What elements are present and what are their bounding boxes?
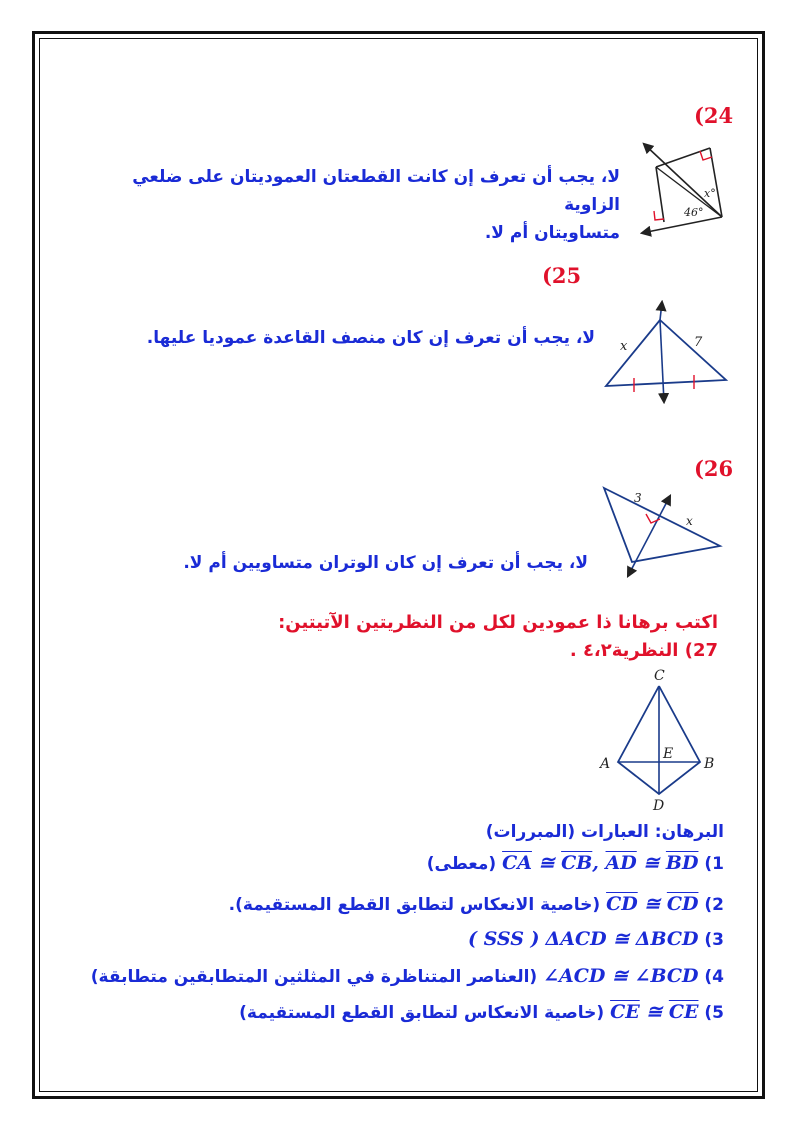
proof-step-1-statement: $\overline{CA}$ ≅ $\overline{CB}$, $\overline{AD}$ ≅ $\overline{BD}$ (502, 852, 699, 874)
proof-step-4-statement: ∠ACD ≅ ∠BCD (543, 965, 699, 987)
q25-x-label: x (620, 339, 628, 354)
q26-3-label: 3 (634, 491, 642, 505)
figure-q24 (634, 140, 734, 240)
proof-step-5-reason: (خاصية الانعكاس لتطابق القطع المستقيمة) (239, 1003, 605, 1023)
answer-24-line1: لا، يجب أن تعرف إن كانت القطعتان العموديتان على ضلعي الزاوية (132, 167, 620, 215)
proof-step-3-statement: ΔACD ≅ ΔBCD (545, 928, 699, 950)
segment-ad: $\overline{AD}$ (605, 852, 637, 874)
answer-26: لا، يجب أن تعرف إن كان الوتران متساويين أم لا. (183, 553, 588, 573)
figure-q27 (592, 666, 728, 814)
instruction-text: اكتب برهانا ذا عمودين لكل من النظريتين الآتيتين: (278, 612, 718, 633)
proof-step-2 (229, 893, 724, 915)
q27-label-d: D (653, 798, 665, 814)
q27-label-c: C (654, 668, 665, 684)
proof-step-5-number: 5) (704, 1003, 724, 1023)
q26-x-label: x (686, 514, 693, 528)
segment-cd-left: $\overline{CD}$ (606, 893, 638, 915)
proof-step-4-number: 4) (704, 967, 724, 987)
question-27-number: 27 (692, 640, 718, 661)
q25-7-label: 7 (694, 335, 703, 350)
q27-label-b: B (704, 756, 715, 772)
proof-step-2-statement: $\overline{CD}$ ≅ $\overline{CD}$ (606, 893, 699, 915)
answer-24-line2: متساويتان أم لا. (484, 223, 620, 243)
proof-step-4-reason: (العناصر المتناظرة في المثلثين المتطابقين متطابقة) (90, 967, 538, 987)
question-27-theorem-number: ٤،٢ . (569, 640, 612, 661)
proof-step-1 (427, 852, 724, 874)
proof-step-2-reason: (خاصية الانعكاس لتطابق القطع المستقيمة). (228, 895, 601, 915)
q27-label-e: E (663, 746, 674, 762)
proof-step-5 (239, 1001, 724, 1023)
segment-bd: $\overline{BD}$ (665, 852, 699, 874)
proof-header: البرهان: العبارات (المبررات) (485, 822, 724, 842)
segment-ce-right: $\overline{CE}$ (668, 1001, 699, 1023)
question-26-number: (26 (694, 456, 734, 481)
q24-x-label: x° (704, 187, 716, 200)
answer-25: لا، يجب أن تعرف إن كان منصف القاعدة عموديا عليها. (146, 328, 595, 348)
question-25-number: (25 (542, 263, 582, 288)
proof-step-5-statement: $\overline{CE}$ ≅ $\overline{CE}$ (610, 1001, 699, 1023)
proof-step-3 (468, 928, 724, 950)
q24-angle-label: 46° (684, 206, 704, 219)
figure-q26 (596, 484, 728, 580)
question-24-number: (24 (694, 103, 734, 128)
q27-label-a: A (600, 756, 611, 772)
answer-24 (100, 163, 620, 247)
proof-step-3-number: 3) (704, 930, 724, 950)
segment-ca: $\overline{CA}$ (502, 852, 532, 874)
proof-step-4 (91, 965, 724, 987)
segment-cb: $\overline{CB}$ (561, 852, 593, 874)
proof-step-2-number: 2) (704, 895, 724, 915)
segment-cd-right: $\overline{CD}$ (666, 893, 699, 915)
proof-step-1-number: 1) (704, 854, 724, 874)
proof-step-3-reason: ( SSS ) (468, 928, 540, 950)
figure-q25 (596, 296, 736, 408)
question-27-title: 27) النظرية٤،٢ . (569, 640, 718, 661)
question-27-label: النظرية (611, 640, 679, 661)
segment-ce-left: $\overline{CE}$ (610, 1001, 640, 1023)
proof-step-1-reason: (معطى) (426, 854, 497, 874)
